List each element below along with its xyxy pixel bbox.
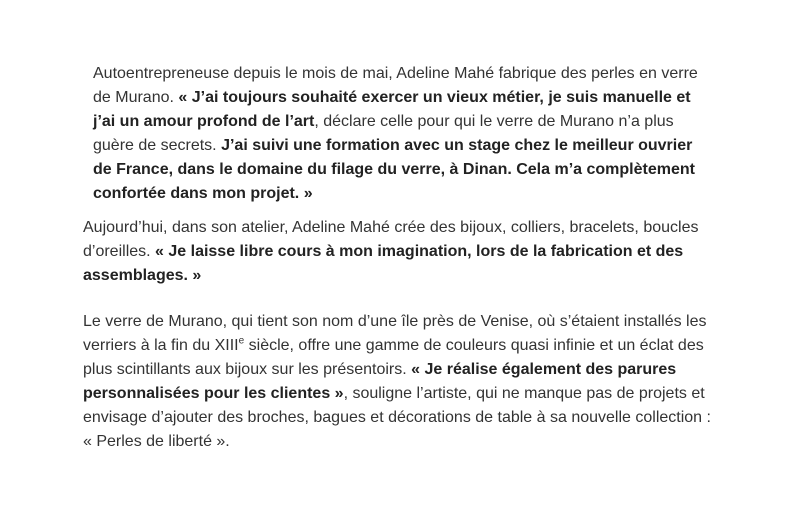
paragraph-2-text-1: Aujourd’hui, dans son atelier, Adeline Mahé crée des bijoux, colliers, bracelets, boucles d’oreilles.	[83, 219, 699, 260]
paragraph-3-text-3: , souligne l’artiste, qui ne manque pas de projets et envisage d’ajouter des broches, bagues et décorations de table à sa nouvelle collection : « Perles de liberté ».	[83, 385, 711, 450]
paragraph-1-quote-1: « J’ai toujours souhaité exercer un vieux métier, je suis manuelle et j’ai un amour profond de l’art	[93, 89, 691, 130]
century-superscript: e	[238, 335, 245, 347]
paragraph-2-quote-1: « Je laisse libre cours à mon imagination, lors de la fabrication et des assemblages. »	[83, 243, 684, 284]
paragraph-3-text-1: Le verre de Murano, qui tient son nom d’une île près de Venise, où s’étaient installés les verriers à la fin du XIII	[83, 313, 707, 354]
paragraph-3-text-2: siècle, offre une gamme de couleurs quasi infinie et un éclat des plus scintillants aux bijoux sur les présentoirs.	[83, 337, 704, 378]
paragraph-1-text-1: Autoentrepreneuse depuis le mois de mai, Adeline Mahé fabrique des perles en verre de Murano.	[93, 65, 698, 106]
paragraph-3	[83, 310, 713, 454]
paragraph-1-quote-2: J’ai suivi une formation avec un stage chez le meilleur ouvrier de France, dans le domaine du filage du verre, à Dinan. Cela m’a complètement confortée dans mon projet. »	[93, 137, 695, 202]
paragraph-2	[83, 216, 713, 288]
paragraph-1-text-2: , déclare celle pour qui le verre de Murano n’a plus guère de secrets.	[93, 113, 674, 154]
paragraph-3-quote-1: « Je réalise également des parures personnalisées pour les clientes »	[83, 361, 677, 402]
paragraph-1	[93, 62, 713, 206]
